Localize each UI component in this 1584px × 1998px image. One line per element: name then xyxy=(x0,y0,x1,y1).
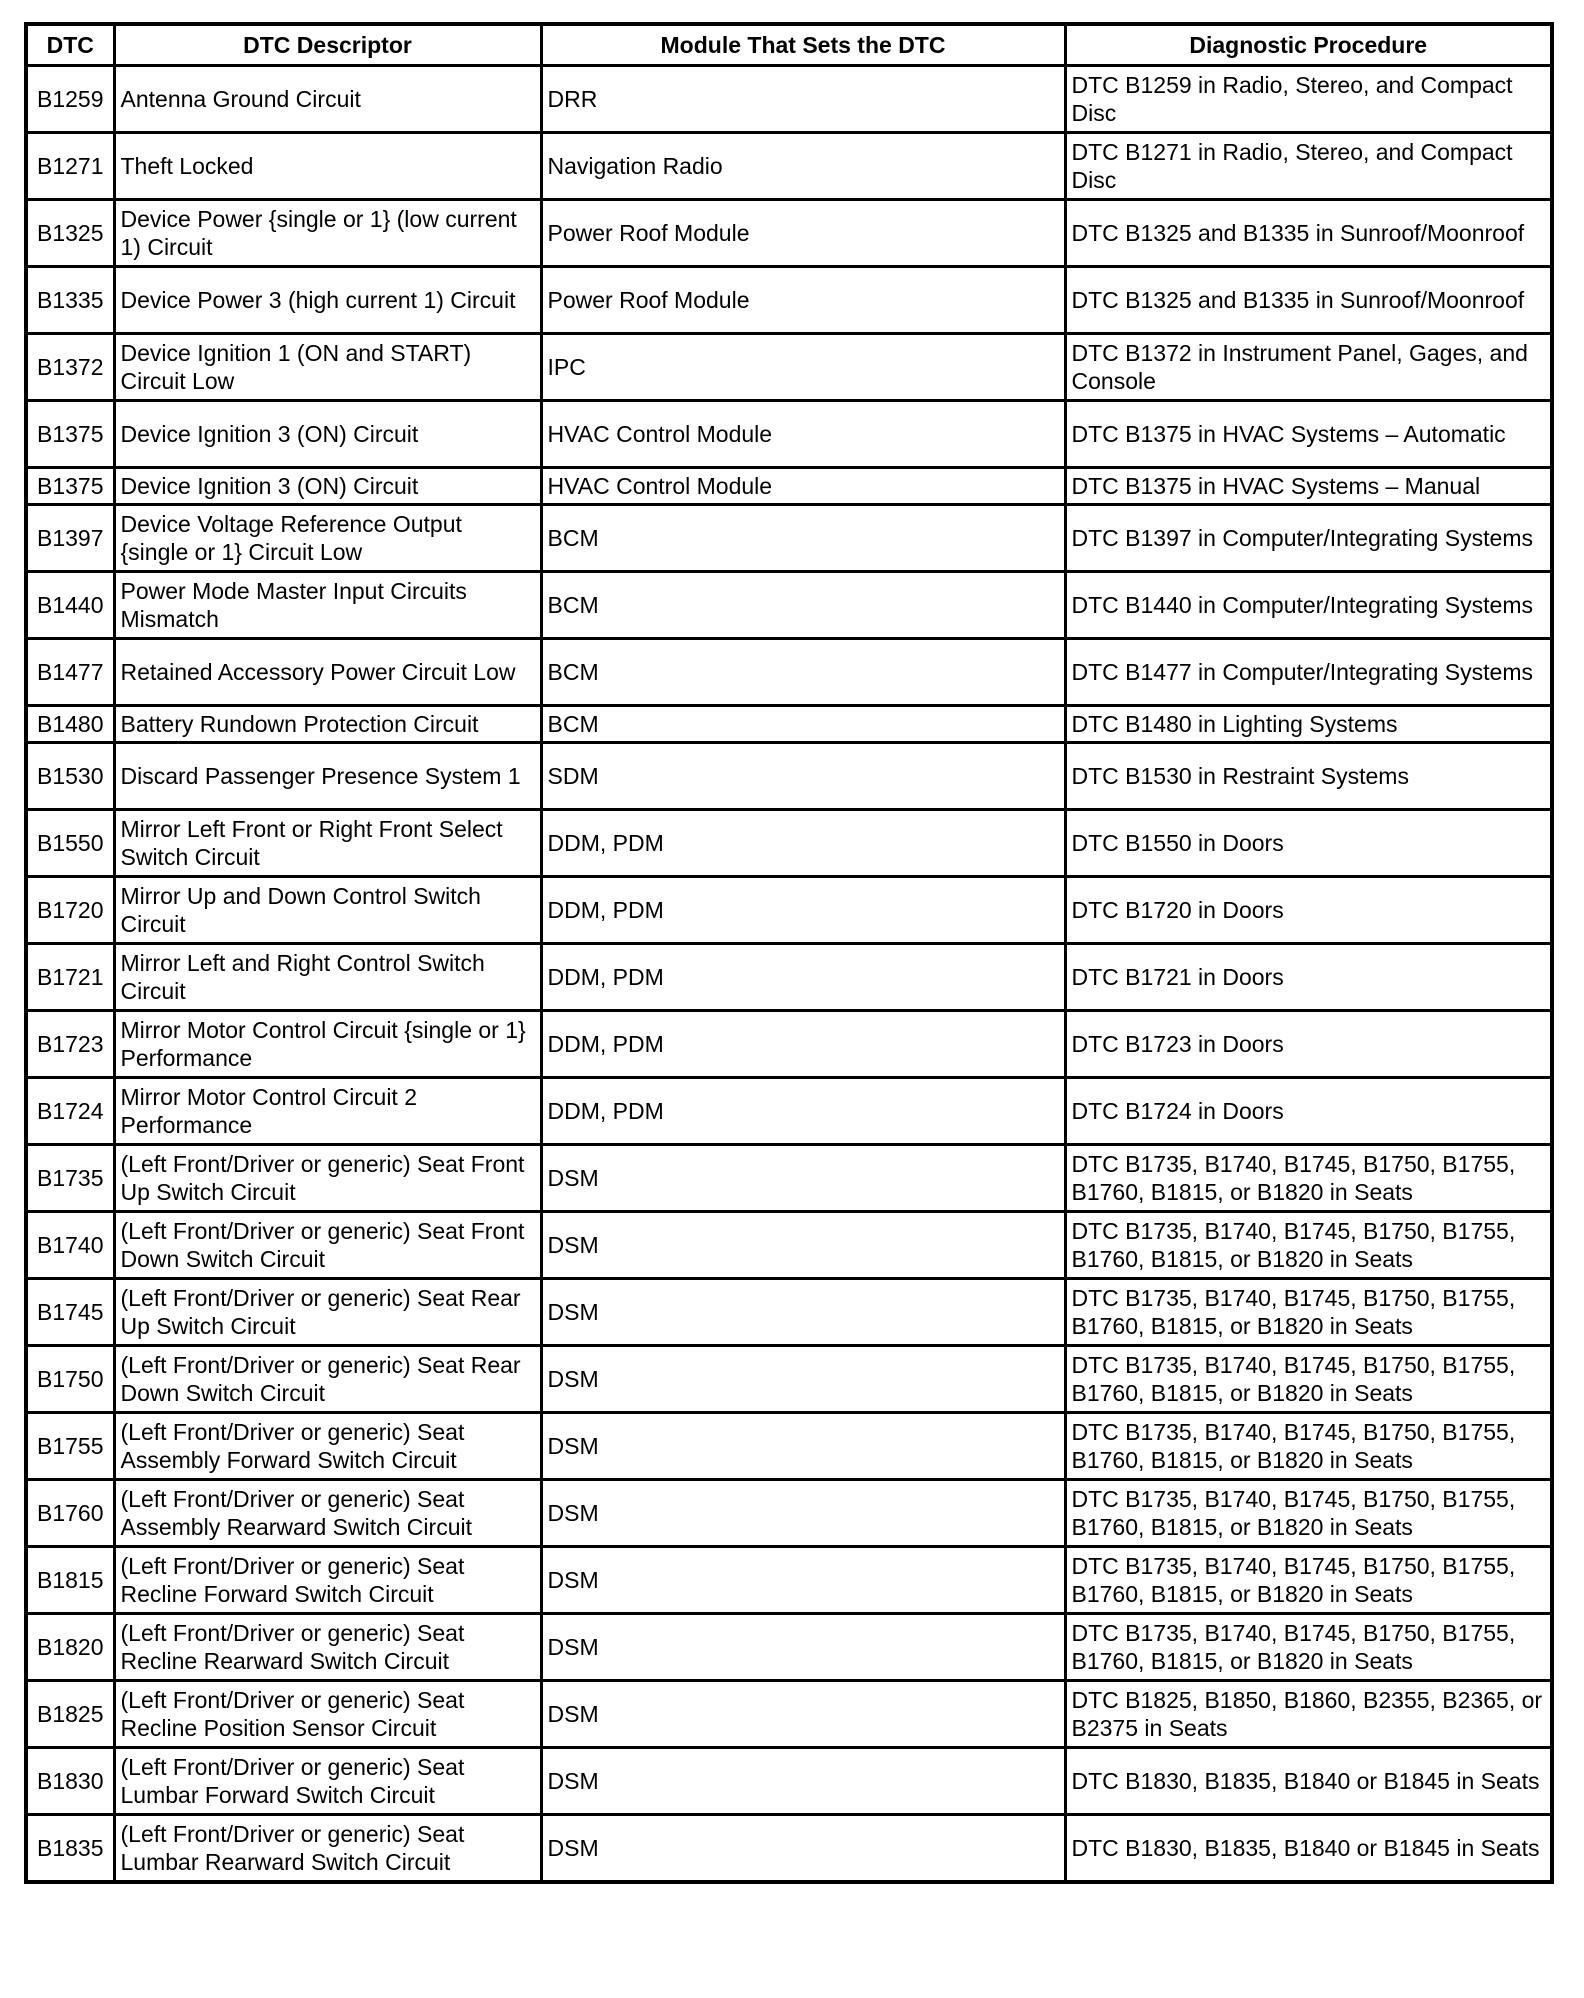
cell-procedure: DTC B1724 in Doors xyxy=(1065,1078,1552,1145)
cell-descriptor: (Left Front/Driver or generic) Seat Front Down Switch Circuit xyxy=(114,1212,541,1279)
cell-module: BCM xyxy=(541,639,1065,706)
cell-descriptor: (Left Front/Driver or generic) Seat Recline Position Sensor Circuit xyxy=(114,1681,541,1748)
cell-procedure: DTC B1720 in Doors xyxy=(1065,877,1552,944)
cell-dtc: B1830 xyxy=(26,1748,114,1815)
cell-dtc: B1721 xyxy=(26,944,114,1011)
cell-module: BCM xyxy=(541,572,1065,639)
cell-module: DSM xyxy=(541,1413,1065,1480)
cell-dtc: B1820 xyxy=(26,1614,114,1681)
cell-module: Power Roof Module xyxy=(541,200,1065,267)
cell-module: DDM, PDM xyxy=(541,810,1065,877)
cell-dtc: B1325 xyxy=(26,200,114,267)
table-row xyxy=(26,200,1552,267)
cell-descriptor: Mirror Up and Down Control Switch Circuit xyxy=(114,877,541,944)
cell-dtc: B1440 xyxy=(26,572,114,639)
cell-module: BCM xyxy=(541,505,1065,572)
cell-dtc: B1724 xyxy=(26,1078,114,1145)
table-row xyxy=(26,810,1552,877)
cell-descriptor: Power Mode Master Input Circuits Mismatch xyxy=(114,572,541,639)
cell-dtc: B1825 xyxy=(26,1681,114,1748)
cell-procedure: DTC B1735, B1740, B1745, B1750, B1755, B1760, B1815, or B1820 in Seats xyxy=(1065,1480,1552,1547)
cell-dtc: B1335 xyxy=(26,267,114,334)
cell-descriptor: (Left Front/Driver or generic) Seat Assembly Rearward Switch Circuit xyxy=(114,1480,541,1547)
cell-procedure: DTC B1530 in Restraint Systems xyxy=(1065,743,1552,810)
cell-descriptor: Battery Rundown Protection Circuit xyxy=(114,706,541,743)
table-row xyxy=(26,401,1552,468)
cell-module: DSM xyxy=(541,1346,1065,1413)
table-row xyxy=(26,706,1552,743)
column-header-descriptor: DTC Descriptor xyxy=(114,24,541,66)
table-row xyxy=(26,743,1552,810)
table-row xyxy=(26,334,1552,401)
cell-descriptor: Device Ignition 3 (ON) Circuit xyxy=(114,468,541,505)
table-row xyxy=(26,1748,1552,1815)
cell-descriptor: Theft Locked xyxy=(114,133,541,200)
column-header-module: Module That Sets the DTC xyxy=(541,24,1065,66)
cell-descriptor: Mirror Motor Control Circuit 2 Performance xyxy=(114,1078,541,1145)
cell-module: DSM xyxy=(541,1815,1065,1883)
table-row xyxy=(26,1145,1552,1212)
table-row xyxy=(26,1815,1552,1883)
table-row xyxy=(26,1011,1552,1078)
table-row xyxy=(26,468,1552,505)
table-body xyxy=(26,66,1552,1883)
cell-dtc: B1760 xyxy=(26,1480,114,1547)
table-row xyxy=(26,1614,1552,1681)
cell-descriptor: Device Voltage Reference Output {single or 1} Circuit Low xyxy=(114,505,541,572)
cell-procedure: DTC B1259 in Radio, Stereo, and Compact Disc xyxy=(1065,66,1552,133)
cell-dtc: B1375 xyxy=(26,468,114,505)
cell-module: Power Roof Module xyxy=(541,267,1065,334)
cell-dtc: B1550 xyxy=(26,810,114,877)
table-row xyxy=(26,639,1552,706)
cell-descriptor: Device Ignition 1 (ON and START) Circuit Low xyxy=(114,334,541,401)
cell-module: DDM, PDM xyxy=(541,944,1065,1011)
cell-module: DRR xyxy=(541,66,1065,133)
cell-module: DDM, PDM xyxy=(541,877,1065,944)
table-header-row xyxy=(26,24,1552,66)
cell-dtc: B1723 xyxy=(26,1011,114,1078)
cell-dtc: B1375 xyxy=(26,401,114,468)
cell-dtc: B1259 xyxy=(26,66,114,133)
cell-module: DSM xyxy=(541,1681,1065,1748)
cell-descriptor: (Left Front/Driver or generic) Seat Recline Rearward Switch Circuit xyxy=(114,1614,541,1681)
cell-dtc: B1271 xyxy=(26,133,114,200)
column-header-dtc: DTC xyxy=(26,24,114,66)
table-row xyxy=(26,572,1552,639)
cell-module: DSM xyxy=(541,1279,1065,1346)
cell-descriptor: (Left Front/Driver or generic) Seat Rear Down Switch Circuit xyxy=(114,1346,541,1413)
cell-module: IPC xyxy=(541,334,1065,401)
cell-descriptor: Retained Accessory Power Circuit Low xyxy=(114,639,541,706)
cell-module: BCM xyxy=(541,706,1065,743)
cell-descriptor: Device Power 3 (high current 1) Circuit xyxy=(114,267,541,334)
cell-module: DSM xyxy=(541,1480,1065,1547)
table-row xyxy=(26,133,1552,200)
cell-descriptor: Mirror Left and Right Control Switch Circuit xyxy=(114,944,541,1011)
cell-procedure: DTC B1550 in Doors xyxy=(1065,810,1552,877)
cell-procedure: DTC B1735, B1740, B1745, B1750, B1755, B1760, B1815, or B1820 in Seats xyxy=(1065,1145,1552,1212)
cell-dtc: B1720 xyxy=(26,877,114,944)
cell-procedure: DTC B1397 in Computer/Integrating Systems xyxy=(1065,505,1552,572)
table-row xyxy=(26,877,1552,944)
cell-dtc: B1477 xyxy=(26,639,114,706)
cell-module: DSM xyxy=(541,1145,1065,1212)
cell-dtc: B1372 xyxy=(26,334,114,401)
cell-module: Navigation Radio xyxy=(541,133,1065,200)
table-row xyxy=(26,66,1552,133)
cell-procedure: DTC B1721 in Doors xyxy=(1065,944,1552,1011)
cell-dtc: B1740 xyxy=(26,1212,114,1279)
cell-dtc: B1735 xyxy=(26,1145,114,1212)
cell-procedure: DTC B1477 in Computer/Integrating Systems xyxy=(1065,639,1552,706)
cell-dtc: B1835 xyxy=(26,1815,114,1883)
table-row xyxy=(26,1480,1552,1547)
cell-module: DDM, PDM xyxy=(541,1078,1065,1145)
cell-procedure: DTC B1325 and B1335 in Sunroof/Moonroof xyxy=(1065,267,1552,334)
cell-procedure: DTC B1735, B1740, B1745, B1750, B1755, B1760, B1815, or B1820 in Seats xyxy=(1065,1614,1552,1681)
cell-module: DSM xyxy=(541,1748,1065,1815)
cell-procedure: DTC B1440 in Computer/Integrating Systems xyxy=(1065,572,1552,639)
cell-descriptor: Mirror Motor Control Circuit {single or 1} Performance xyxy=(114,1011,541,1078)
cell-procedure: DTC B1375 in HVAC Systems – Automatic xyxy=(1065,401,1552,468)
cell-procedure: DTC B1325 and B1335 in Sunroof/Moonroof xyxy=(1065,200,1552,267)
cell-procedure: DTC B1735, B1740, B1745, B1750, B1755, B1760, B1815, or B1820 in Seats xyxy=(1065,1413,1552,1480)
dtc-table xyxy=(24,22,1554,1884)
table-row xyxy=(26,1547,1552,1614)
cell-descriptor: Discard Passenger Presence System 1 xyxy=(114,743,541,810)
cell-module: DDM, PDM xyxy=(541,1011,1065,1078)
table-row xyxy=(26,1413,1552,1480)
cell-procedure: DTC B1830, B1835, B1840 or B1845 in Seats xyxy=(1065,1815,1552,1883)
cell-descriptor: (Left Front/Driver or generic) Seat Lumbar Rearward Switch Circuit xyxy=(114,1815,541,1883)
table-row xyxy=(26,1212,1552,1279)
cell-module: SDM xyxy=(541,743,1065,810)
cell-module: HVAC Control Module xyxy=(541,468,1065,505)
cell-dtc: B1480 xyxy=(26,706,114,743)
cell-procedure: DTC B1735, B1740, B1745, B1750, B1755, B1760, B1815, or B1820 in Seats xyxy=(1065,1547,1552,1614)
table-row xyxy=(26,1681,1552,1748)
cell-descriptor: Device Power {single or 1} (low current 1) Circuit xyxy=(114,200,541,267)
cell-module: DSM xyxy=(541,1614,1065,1681)
cell-procedure: DTC B1372 in Instrument Panel, Gages, and Console xyxy=(1065,334,1552,401)
cell-dtc: B1530 xyxy=(26,743,114,810)
table-row xyxy=(26,505,1552,572)
table-row xyxy=(26,1078,1552,1145)
cell-procedure: DTC B1271 in Radio, Stereo, and Compact Disc xyxy=(1065,133,1552,200)
cell-dtc: B1755 xyxy=(26,1413,114,1480)
cell-module: DSM xyxy=(541,1547,1065,1614)
table-row xyxy=(26,1279,1552,1346)
cell-dtc: B1815 xyxy=(26,1547,114,1614)
cell-descriptor: Antenna Ground Circuit xyxy=(114,66,541,133)
cell-procedure: DTC B1735, B1740, B1745, B1750, B1755, B1760, B1815, or B1820 in Seats xyxy=(1065,1279,1552,1346)
cell-descriptor: (Left Front/Driver or generic) Seat Recline Forward Switch Circuit xyxy=(114,1547,541,1614)
cell-descriptor: (Left Front/Driver or generic) Seat Front Up Switch Circuit xyxy=(114,1145,541,1212)
cell-procedure: DTC B1735, B1740, B1745, B1750, B1755, B1760, B1815, or B1820 in Seats xyxy=(1065,1212,1552,1279)
table-row xyxy=(26,267,1552,334)
cell-procedure: DTC B1723 in Doors xyxy=(1065,1011,1552,1078)
cell-descriptor: (Left Front/Driver or generic) Seat Rear Up Switch Circuit xyxy=(114,1279,541,1346)
cell-dtc: B1397 xyxy=(26,505,114,572)
cell-dtc: B1745 xyxy=(26,1279,114,1346)
cell-descriptor: Mirror Left Front or Right Front Select Switch Circuit xyxy=(114,810,541,877)
cell-descriptor: Device Ignition 3 (ON) Circuit xyxy=(114,401,541,468)
cell-procedure: DTC B1480 in Lighting Systems xyxy=(1065,706,1552,743)
cell-descriptor: (Left Front/Driver or generic) Seat Lumbar Forward Switch Circuit xyxy=(114,1748,541,1815)
cell-descriptor: (Left Front/Driver or generic) Seat Assembly Forward Switch Circuit xyxy=(114,1413,541,1480)
cell-procedure: DTC B1375 in HVAC Systems – Manual xyxy=(1065,468,1552,505)
cell-procedure: DTC B1825, B1850, B1860, B2355, B2365, or B2375 in Seats xyxy=(1065,1681,1552,1748)
cell-procedure: DTC B1830, B1835, B1840 or B1845 in Seats xyxy=(1065,1748,1552,1815)
table-row xyxy=(26,1346,1552,1413)
cell-module: DSM xyxy=(541,1212,1065,1279)
cell-module: HVAC Control Module xyxy=(541,401,1065,468)
table-row xyxy=(26,944,1552,1011)
cell-procedure: DTC B1735, B1740, B1745, B1750, B1755, B1760, B1815, or B1820 in Seats xyxy=(1065,1346,1552,1413)
column-header-procedure: Diagnostic Procedure xyxy=(1065,24,1552,66)
cell-dtc: B1750 xyxy=(26,1346,114,1413)
